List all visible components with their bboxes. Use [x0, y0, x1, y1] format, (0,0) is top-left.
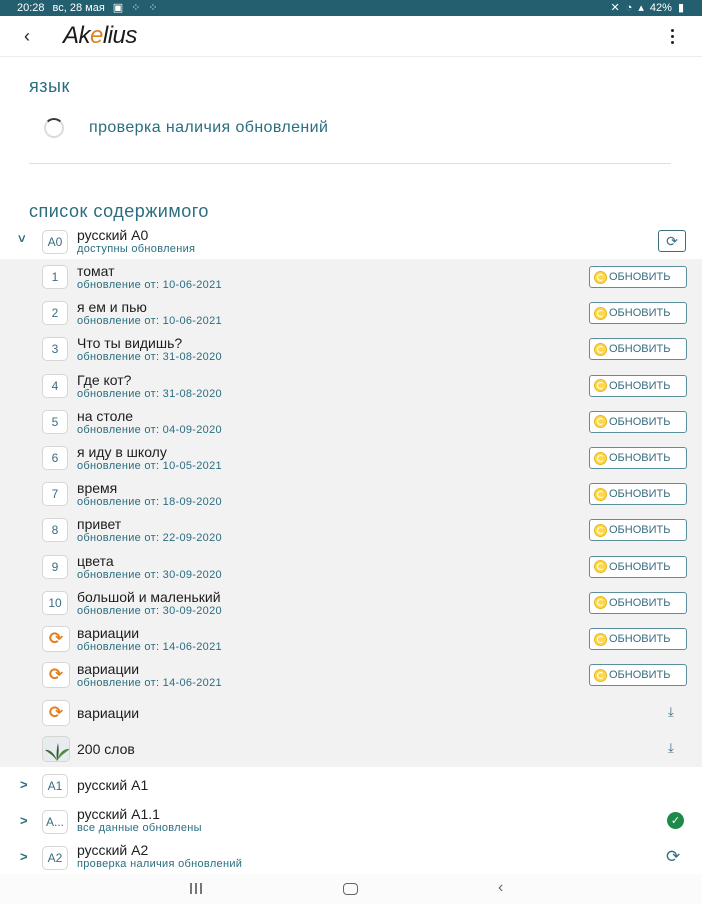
- group-name-a2[interactable]: русский A2: [77, 842, 149, 858]
- update-button[interactable]: [589, 628, 687, 650]
- update-icon: [594, 633, 607, 646]
- update-icon: [594, 560, 607, 573]
- update-button[interactable]: [589, 556, 687, 578]
- variations-icon: ⟳: [42, 700, 70, 726]
- variations-icon: ⟳: [42, 662, 70, 688]
- update-icon: [594, 379, 607, 392]
- item-number-badge: 8: [42, 518, 68, 542]
- update-button[interactable]: [589, 375, 687, 397]
- system-nav-bar: [0, 874, 702, 904]
- update-button-label: ОБНОВИТЬ: [609, 379, 671, 392]
- update-icon: [594, 307, 607, 320]
- item-title[interactable]: Где кот?: [77, 371, 132, 388]
- chevron-right-icon[interactable]: >: [20, 777, 28, 792]
- group-badge-a0: A0: [42, 230, 68, 254]
- item-update-date: обновление от: 04-09-2020: [77, 423, 222, 436]
- back-icon[interactable]: ‹: [498, 879, 504, 896]
- item-title[interactable]: я ем и пью: [77, 299, 147, 316]
- group-badge-a2: A2: [42, 846, 68, 870]
- app-bar: [0, 16, 702, 57]
- update-button[interactable]: [589, 447, 687, 469]
- item-update-date: обновление от: 14-06-2021: [77, 641, 222, 653]
- variations-icon: ⟳: [42, 626, 70, 652]
- language-status-text: проверка наличия обновлений: [89, 119, 329, 136]
- item-title[interactable]: томат: [77, 263, 115, 279]
- group-name-a0[interactable]: русский A0: [77, 227, 149, 243]
- item-number-badge: 1: [42, 265, 68, 289]
- item-title[interactable]: Что ты видишь?: [77, 335, 183, 352]
- download-icon[interactable]: ⤓: [668, 740, 674, 755]
- update-button-label: ОБНОВИТЬ: [609, 415, 671, 428]
- apps-notification-icon-2: ⁘: [148, 2, 158, 14]
- kebab-icon[interactable]: [666, 25, 678, 47]
- signal-icon: ▴: [638, 2, 644, 14]
- update-button[interactable]: [589, 266, 687, 288]
- home-icon[interactable]: [343, 883, 358, 895]
- download-icon[interactable]: ⤓: [668, 704, 674, 719]
- mute-icon: ✕: [610, 2, 620, 14]
- group-name-a1[interactable]: русский A1: [77, 777, 149, 793]
- update-icon: [594, 271, 607, 284]
- update-icon: [594, 524, 607, 537]
- battery-icon: ▮: [677, 2, 684, 14]
- update-button[interactable]: [589, 664, 687, 686]
- group-badge-a1-1: A...: [42, 810, 68, 834]
- wifi-icon: ◔: [625, 1, 633, 14]
- chevron-right-icon[interactable]: >: [20, 813, 28, 828]
- update-button-label: ОБНОВИТЬ: [609, 633, 671, 645]
- update-button-label: ОБНОВИТЬ: [609, 271, 671, 283]
- item-number-badge: 10: [42, 591, 68, 615]
- item-update-date: обновление от: 18-09-2020: [77, 496, 222, 509]
- item-title[interactable]: цвета: [77, 552, 114, 569]
- group-status-a0: доступны обновления: [77, 243, 196, 255]
- update-button-label: ОБНОВИТЬ: [609, 452, 671, 464]
- chevron-right-icon[interactable]: >: [20, 849, 28, 864]
- item-title[interactable]: время: [77, 480, 118, 497]
- item-number-badge: 5: [42, 410, 68, 434]
- divider: [29, 163, 671, 164]
- item-number-badge: 4: [42, 374, 68, 398]
- item-title[interactable]: привет: [77, 516, 122, 533]
- refresh-icon: ⟳: [666, 232, 678, 249]
- update-button[interactable]: [589, 302, 687, 324]
- item-title[interactable]: вариации: [77, 625, 140, 641]
- chevron-left-icon[interactable]: ‹: [24, 26, 30, 46]
- status-time: 20:28: [17, 1, 45, 14]
- item-number-badge: 3: [42, 337, 68, 361]
- update-icon: [594, 596, 607, 609]
- item-update-date: обновление от: 30-09-2020: [77, 604, 222, 617]
- item-number-badge: 7: [42, 482, 68, 506]
- download-item-title[interactable]: вариации: [77, 705, 140, 721]
- update-icon: [594, 488, 607, 501]
- item-number-badge: 6: [42, 446, 68, 470]
- group-status-a2: проверка наличия обновлений: [77, 858, 243, 870]
- update-all-button[interactable]: [658, 230, 686, 252]
- loading-spinner-icon: [44, 118, 64, 138]
- update-button[interactable]: [589, 519, 687, 541]
- update-button-label: ОБНОВИТЬ: [609, 596, 671, 609]
- update-button[interactable]: [589, 411, 687, 433]
- item-title[interactable]: я иду в школу: [77, 444, 167, 460]
- item-update-date: обновление от: 31-08-2020: [77, 387, 222, 400]
- recent-apps-icon[interactable]: [190, 883, 204, 895]
- language-status: [44, 118, 329, 138]
- language-section-title: язык: [29, 76, 70, 96]
- item-number-badge: 9: [42, 555, 68, 579]
- group-badge-a1: A1: [42, 774, 68, 798]
- status-bar: [0, 0, 702, 16]
- refresh-icon[interactable]: ⟳: [666, 847, 681, 866]
- update-button[interactable]: [589, 592, 687, 614]
- item-title[interactable]: большой и маленький: [77, 588, 221, 605]
- update-icon: [594, 343, 607, 356]
- group-name-a1-1[interactable]: русский A1.1: [77, 806, 160, 822]
- update-button-label: ОБНОВИТЬ: [609, 488, 671, 501]
- update-button-label: ОБНОВИТЬ: [609, 560, 671, 573]
- group-status-a1-1: все данные обновлены: [77, 822, 202, 834]
- download-item-title[interactable]: 200 слов: [77, 741, 135, 757]
- update-icon: [594, 452, 607, 465]
- chevron-down-icon[interactable]: >: [14, 234, 30, 243]
- item-update-date: обновление от: 31-08-2020: [77, 351, 222, 364]
- item-update-date: обновление от: 30-09-2020: [77, 568, 222, 581]
- gallery-notification-icon: ▣: [112, 2, 124, 14]
- akelius-logo: Akelius: [63, 22, 137, 49]
- item-update-date: обновление от: 10-05-2021: [77, 460, 222, 472]
- content-list-title: список содержимого: [29, 201, 209, 221]
- status-date: вс, 28 мая: [52, 1, 105, 14]
- update-icon: [594, 415, 607, 428]
- item-title[interactable]: вариации: [77, 661, 140, 678]
- item-number-badge: 2: [42, 301, 68, 325]
- item-update-date: обновление от: 10-06-2021: [77, 279, 222, 291]
- update-button-label: ОБНОВИТЬ: [609, 669, 671, 682]
- plant-icon: [42, 736, 70, 762]
- item-title[interactable]: на столе: [77, 407, 134, 424]
- item-update-date: обновление от: 22-09-2020: [77, 532, 222, 545]
- update-button-label: ОБНОВИТЬ: [609, 524, 671, 537]
- check-circle-icon: ✓: [667, 812, 684, 829]
- item-update-date: обновление от: 14-06-2021: [77, 677, 222, 690]
- update-button-label: ОБНОВИТЬ: [609, 343, 671, 356]
- update-button-label: ОБНОВИТЬ: [609, 307, 671, 320]
- item-update-date: обновление от: 10-06-2021: [77, 315, 222, 328]
- update-button[interactable]: [589, 338, 687, 360]
- update-button[interactable]: [589, 483, 687, 505]
- update-icon: [594, 669, 607, 682]
- apps-notification-icon: ⁘: [131, 2, 141, 14]
- battery-level: 42%: [649, 1, 672, 14]
